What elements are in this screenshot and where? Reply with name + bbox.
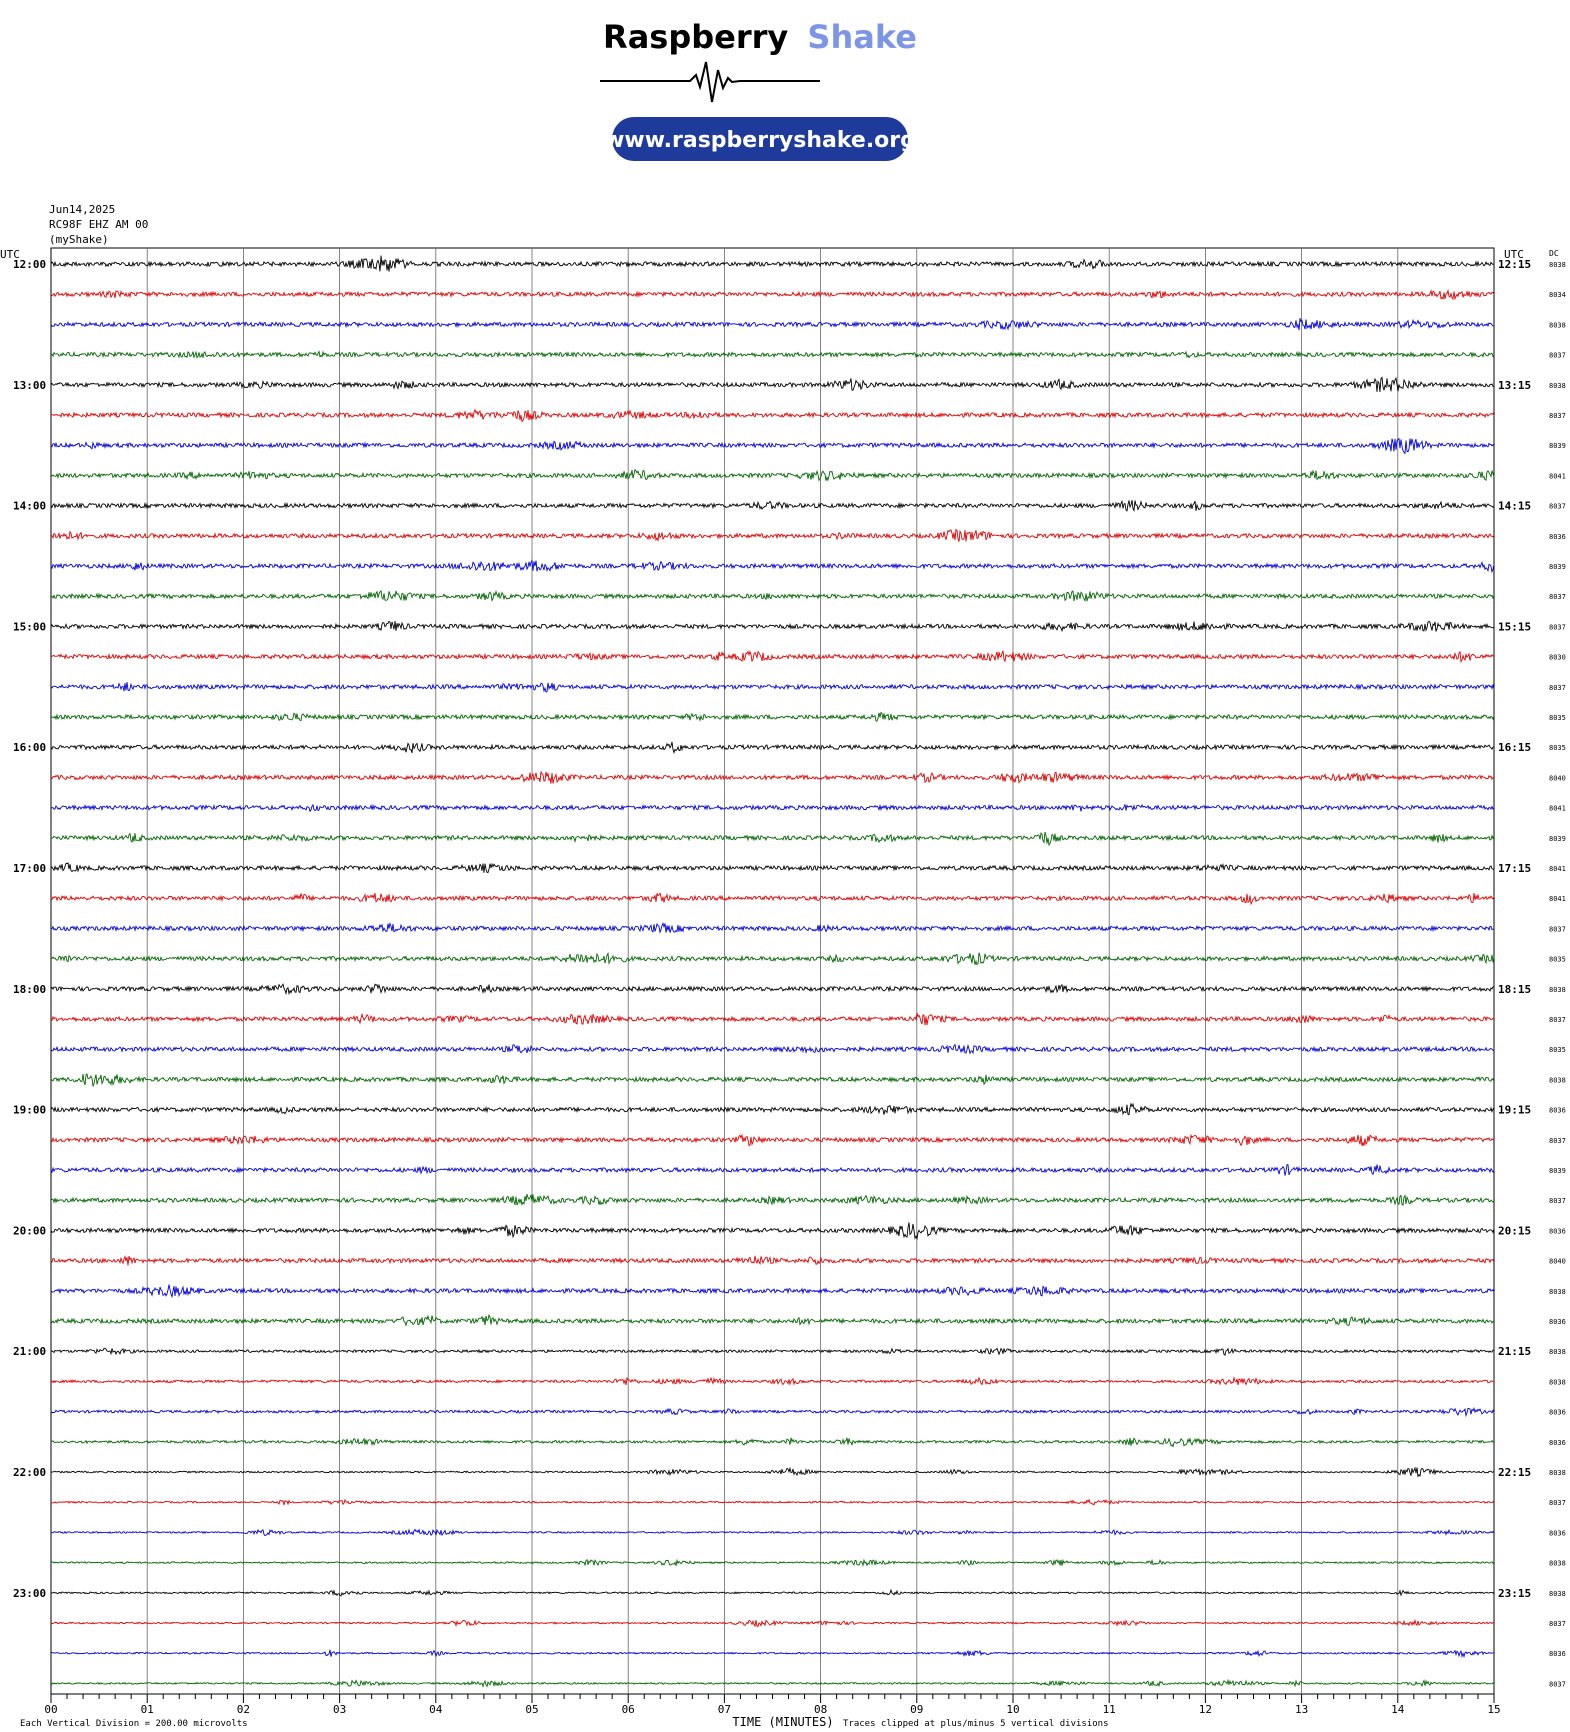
x-tick-label: 14 [1391,1703,1405,1716]
trace-line [51,772,1494,784]
trace-line [51,893,1494,904]
x-tick-label: 05 [525,1703,539,1716]
dc-value: 8038 [1549,1287,1566,1296]
footer-clip-note: Traces clipped at plus/minus 5 vertical divisions [843,1719,1109,1729]
left-hour-label: 13:00 [13,378,47,392]
dc-value: 8041 [1549,804,1566,813]
trace-line [51,256,1494,272]
header-network: (myShake) [49,233,109,246]
trace-line [51,1074,1494,1086]
dc-value: 8036 [1549,1529,1566,1538]
seismograph-traces [51,256,1494,1687]
right-hour-label: 16:15 [1498,741,1532,755]
dc-value: 8036 [1549,532,1566,541]
trace-line [51,1408,1494,1415]
x-tick-label: 09 [910,1703,924,1716]
dc-value: 8039 [1549,442,1566,451]
dc-value: 8037 [1549,1136,1566,1145]
left-utc-label: UTC [0,248,20,261]
trace-line [51,470,1494,481]
left-hour-label: 20:00 [13,1224,47,1238]
dc-value: 8035 [1549,714,1566,722]
dc-value: 8038 [1549,1469,1566,1477]
trace-line [51,439,1494,454]
x-tick-label: 04 [429,1703,443,1716]
x-tick-label: 11 [1102,1703,1116,1716]
trace-line [51,1560,1494,1566]
dc-value: 8036 [1549,1438,1566,1447]
dc-value: 8037 [1549,1499,1566,1508]
trace-line [51,530,1494,542]
dc-value: 8037 [1549,683,1566,692]
right-hour-label: 19:15 [1498,1103,1532,1117]
right-hour-label: 13:15 [1498,378,1532,392]
trace-line [51,742,1494,753]
x-tick-label: 08 [813,1703,828,1716]
right-hour-label: 20:15 [1498,1224,1532,1238]
trace-line [51,621,1494,631]
dc-value: 8035 [1549,744,1566,753]
trace-line [51,1680,1494,1686]
logo-brand-part1: Raspberry [603,20,789,56]
x-tick-label: 12 [1198,1703,1213,1716]
logo-brand-part2: Shake [807,20,917,56]
trace-line [51,1315,1494,1325]
right-hour-label: 22:15 [1498,1466,1532,1479]
dc-value: 8037 [1549,623,1566,632]
left-hour-label: 16:00 [13,741,47,755]
right-hour-label: 21:15 [1498,1345,1532,1359]
dc-value: 8036 [1549,1408,1566,1417]
x-tick-label: 07 [717,1703,732,1716]
trace-line [51,923,1494,932]
dc-value: 8037 [1549,1016,1566,1024]
trace-line [51,651,1494,662]
trace-line [51,713,1494,722]
x-tick-label: 06 [621,1703,635,1716]
dc-value: 8038 [1549,1378,1566,1387]
dc-value: 8039 [1549,563,1566,571]
right-hour-label: 23:15 [1498,1586,1532,1600]
trace-line [51,1104,1494,1115]
x-tick-label: 15 [1487,1703,1501,1716]
dc-value: 8041 [1549,865,1566,873]
left-hour-label: 22:00 [13,1466,47,1479]
right-hour-label: 15:15 [1498,620,1532,634]
dc-value: 8038 [1549,261,1566,269]
x-tick-label: 10 [1006,1703,1020,1716]
x-tick-label: 01 [140,1703,154,1716]
footer-scale-note: Each Vertical Division = 200.00 microvolts [20,1719,248,1729]
dc-value: 8034 [1549,291,1566,300]
right-utc-label: UTC [1504,248,1524,261]
right-hour-label: 12:15 [1498,258,1532,271]
dc-value: 8038 [1549,1348,1566,1357]
x-tick-label: 13 [1294,1703,1309,1716]
trace-line [51,1468,1494,1477]
dc-value: 8038 [1549,381,1566,390]
trace-line [51,352,1494,358]
dc-value: 8039 [1549,1167,1566,1175]
dc-value: 8037 [1549,593,1566,602]
trace-line [51,500,1494,511]
trace-line [51,1256,1494,1266]
x-axis-title: TIME (MINUTES) [732,1715,834,1729]
trace-line [51,682,1494,692]
header-station: RC98F EHZ AM 00 [49,218,149,231]
trace-line [51,410,1494,422]
trace-line [51,1045,1494,1054]
left-hour-label: 15:00 [13,620,47,634]
trace-line [51,1530,1494,1536]
left-hour-label: 23:00 [13,1586,47,1600]
logo-url: www.raspberryshake.org [604,128,916,153]
dc-value: 8040 [1549,774,1566,783]
dc-value: 8041 [1549,472,1566,481]
dc-value: 8038 [1549,1589,1566,1598]
trace-line [51,561,1494,572]
trace-line [51,1222,1494,1238]
trace-line [51,863,1494,873]
dc-value: 8037 [1549,1197,1566,1206]
dc-value: 8037 [1549,502,1566,511]
trace-line [51,1378,1494,1385]
left-hour-label: 14:00 [13,499,47,513]
dc-value: 8038 [1549,321,1566,330]
right-hour-label: 18:15 [1498,982,1532,996]
dc-value: 8036 [1549,1650,1566,1659]
trace-line [51,1285,1494,1297]
x-tick-label: 03 [332,1703,347,1716]
left-hour-label: 19:00 [13,1103,47,1117]
dc-value: 8036 [1549,1318,1566,1326]
right-hour-label: 14:15 [1498,499,1532,513]
dc-value: 8038 [1549,1559,1566,1568]
dc-value: 8035 [1549,955,1566,964]
x-tick-label: 00 [44,1703,58,1716]
trace-line [51,1590,1494,1596]
dc-value: 8030 [1549,653,1566,662]
dc-value: 8035 [1549,1046,1566,1055]
trace-line [51,318,1494,330]
trace-line [51,953,1494,965]
dc-label: DC [1549,249,1559,258]
left-hour-label: 21:00 [13,1345,47,1359]
trace-line [51,1500,1494,1505]
dc-value: 8037 [1549,1680,1566,1689]
x-tick-label: 02 [236,1703,251,1716]
trace-line [51,984,1494,993]
header-date: Jun14,2025 [49,203,116,216]
dc-value: 8036 [1549,1106,1566,1115]
trace-line [51,1620,1494,1626]
trace-line [51,1194,1494,1205]
trace-line [51,377,1494,392]
left-hour-label: 17:00 [13,862,47,875]
dc-value: 8037 [1549,412,1566,420]
trace-line [51,1135,1494,1146]
left-hour-label: 18:00 [13,982,47,996]
trace-line [51,1013,1494,1026]
right-hour-label: 17:15 [1498,862,1532,875]
trace-line [51,832,1494,845]
left-hour-label: 12:00 [13,258,47,271]
trace-line [51,591,1494,601]
time-grid [51,248,1494,1703]
dc-value: 8037 [1549,351,1566,360]
trace-line [51,291,1494,299]
trace-line [51,1650,1494,1657]
dc-value: 8040 [1549,1257,1566,1266]
dc-value: 8038 [1549,985,1566,994]
dc-value: 8037 [1549,1620,1566,1628]
trace-line [51,1438,1494,1447]
plot-frame [51,248,1494,1694]
trace-line [51,1165,1494,1176]
dc-value: 8041 [1549,895,1566,904]
dc-value: 8038 [1549,1076,1566,1085]
dc-value: 8039 [1549,834,1566,843]
trace-line [51,804,1494,811]
dc-value: 8037 [1549,925,1566,934]
dc-value: 8036 [1549,1227,1566,1236]
trace-line [51,1348,1494,1355]
